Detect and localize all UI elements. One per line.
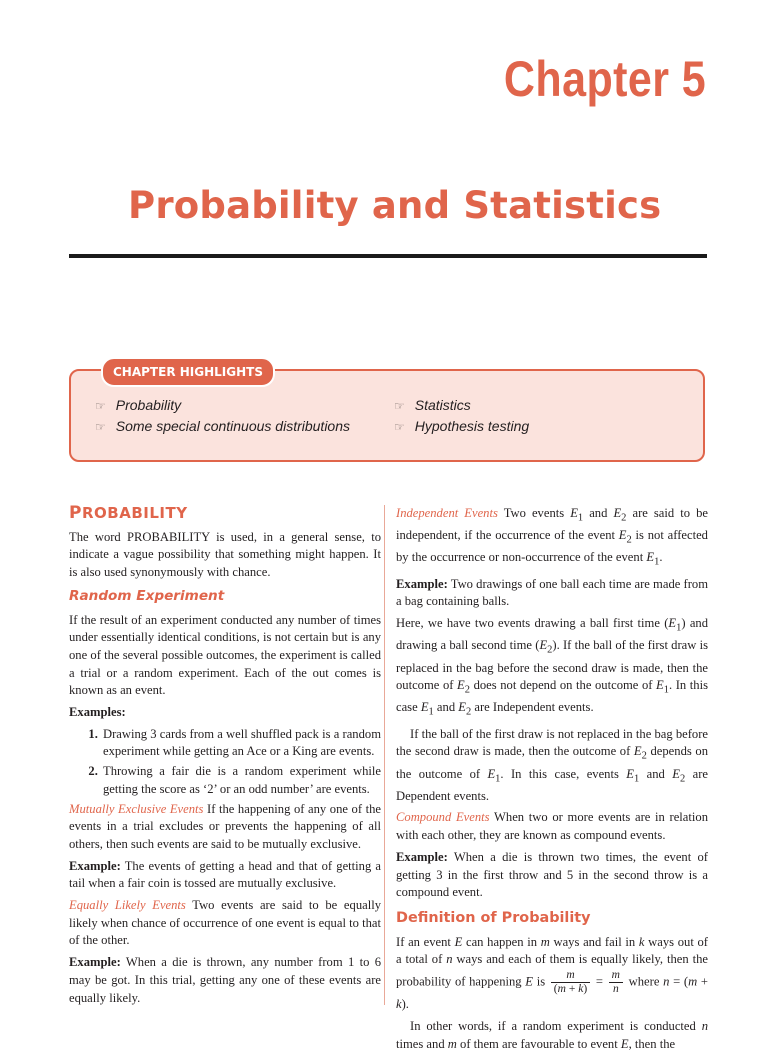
list-item: 1. Drawing 3 cards from a well shuffled pack is a random experiment while getting an Ace or a King are events. (101, 726, 381, 761)
dependent-events-paragraph: If the ball of the first draw is not replaced in the bag before the second draw is made, then the outcome of $E_2$ depends on the outcome of $E_1$. In this case, events $E_1$ and $E_2$ are Dependent events. (396, 726, 709, 803)
equally-likely-paragraph: Equally Likely Events Two events are said to be equally likely when chance of occurrence of one event is equal to that of the other. (69, 898, 381, 948)
highlight-item: ☞ Some special continuous distributions (95, 418, 351, 434)
independent-events-example: Example: Two drawings of one ball each time are made from a bag containing balls. (396, 576, 709, 609)
compound-events-example: Example: When a die is thrown two times, the event of getting 3 in the first throw and 5 in the second throw is a compound event. (396, 849, 708, 900)
subheading-random-experiment: Random Experiment (69, 587, 225, 604)
fraction-m-over-m-plus-k: $\frac{m}{(m + k)}$ (551, 969, 590, 996)
chapter-number: Chapter 5 (503, 51, 706, 107)
highlight-item: ☞ Hypothesis testing (394, 418, 530, 434)
right-column (396, 505, 708, 1057)
mutually-exclusive-paragraph: Mutually Exclusive Events If the happening of any one of the events in a trial excludes or prevents the happening of all others, then such events are said to be mutually exclusive. (69, 801, 381, 851)
mutually-exclusive-example: Example: The events of getting a head and that of getting a tail when a fair coin is tossed are mutually exclusive. (69, 858, 381, 891)
examples-list (69, 726, 381, 799)
compound-events-paragraph: Compound Events When two or more events are in relation with each other, they are known as compound events. (396, 810, 708, 843)
definition-paragraph: If an event E can happen in m ways and fail in k ways out of a total of n ways and each of them is equally likely, then the probability of happening E is $\frac{m}{(m + k)}$ = $\frac{m}{n}$ where n = (m + k). (396, 934, 709, 1012)
two-drawings-paragraph: Here, we have two events drawing a ball first time $(E_1)$ and drawing a ball second time $(E_2)$. If the ball of the first draw is replaced in the bag before the second draw is made, then the outcome of $E_2$ does not depend on the outcome of $E_1$. In this case $E_1$ and $E_2$ are Independent events. (396, 616, 709, 718)
title-rule (69, 254, 707, 258)
intro-paragraph: The word PROBABILITY is used, in a general sense, to indicate a vague possibility that something might happen. It is also used synonymously with chance. (69, 529, 381, 580)
fraction-m-over-n: $\frac{m}{n}$ (609, 969, 623, 996)
pointing-hand-icon: ☞ (95, 399, 106, 413)
independent-events-paragraph: Independent Events Two events $E_1$ and $E_2$ are said to be independent, if the occurrence of the event $E_2$ is not affected by the occurrence or non-occurrence of the event $E_1$. (396, 506, 708, 568)
chapter-highlights-label: CHAPTER HIGHLIGHTS (101, 357, 275, 387)
subheading-definition-of-probability: Definition of Probability (396, 910, 591, 926)
left-column (69, 505, 381, 1011)
examples-label: Examples: (69, 705, 126, 720)
pointing-hand-icon: ☞ (95, 420, 106, 434)
highlight-item: ☞ Statistics (394, 397, 471, 413)
highlight-item: ☞ Probability (95, 397, 182, 413)
other-words-paragraph: In other words, if a random experiment is conducted n times and m of them are favourable to event E, then the (396, 1018, 708, 1051)
pointing-hand-icon: ☞ (394, 399, 405, 413)
section-heading-probability: PROBABILITY (69, 503, 188, 523)
list-item: 2. Throwing a fair die is a random experiment while getting the score as ‘2’ or an odd number’ are events. (101, 763, 381, 798)
chapter-title: Probability and Statistics (128, 184, 662, 227)
pointing-hand-icon: ☞ (394, 420, 405, 434)
column-divider (384, 505, 385, 1005)
random-experiment-paragraph: If the result of an experiment conducted any number of times under essentially identical conditions, is not certain but is any one of the several possible outcomes, the experiment is called a trial or a random experiment. Each of the out comes is known as an event. (69, 612, 381, 698)
equally-likely-example: Example: When a die is thrown, any number from 1 to 6 may be got. In this trial, getting any one of these events are equally likely. (69, 955, 382, 1005)
